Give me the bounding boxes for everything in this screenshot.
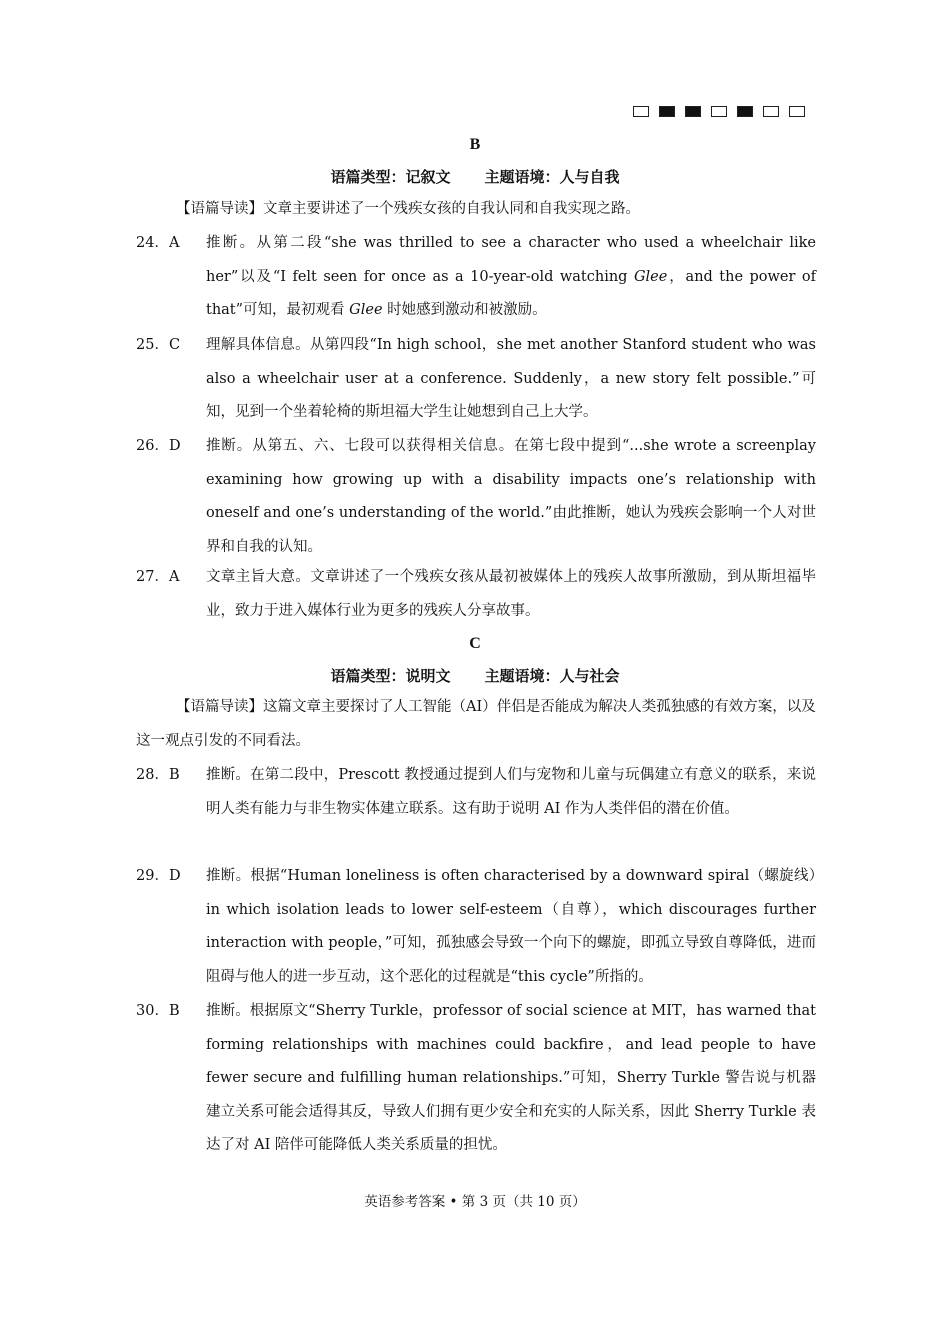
answer-item-28	[136, 759, 816, 826]
header-mark	[763, 106, 779, 117]
answer-item-29	[136, 860, 816, 994]
answer-explanation: 推断。根据“Human loneliness is often characterised by a downward spiral（螺旋线）in which isolation leads to lower self-esteem（自尊），which discourages further interaction with people，”可知，孤独感会导致一个向下的螺旋，即孤立导致自尊降低，进而阻碍与他人的进一步互动，这个恶化的过程就是“this cycle”所指的。	[206, 868, 816, 985]
answer-explanation: 推断。从第二段“she was thrilled to see a character who used a wheelchair like her”以及“I felt seen for once as a 10-year-old watching Glee，and the power of that”可知，最初观看 Glee 时她感到激动和被激励。	[206, 235, 816, 318]
header-mark	[737, 106, 753, 117]
section-c-context-label: 主题语境：人与社会	[484, 667, 620, 685]
header-marks	[633, 106, 805, 117]
section-c-letter: C	[469, 635, 481, 652]
answer-number: 26．D	[136, 438, 181, 454]
page-footer: 英语参考答案 • 第 3 页（共 10 页）	[364, 1194, 586, 1210]
answer-number: 29．D	[136, 868, 181, 884]
header-mark	[633, 106, 649, 117]
section-b-type	[0, 166, 950, 187]
section-b-intro: 【语篇导读】文章主要讲述了一个残疾女孩的自我认同和自我实现之路。	[176, 201, 640, 217]
section-b-letter: B	[469, 136, 481, 153]
header-mark	[659, 106, 675, 117]
answer-item-30	[136, 995, 816, 1163]
answer-number: 28．B	[136, 767, 180, 783]
answer-item-27	[136, 561, 816, 628]
header-mark	[789, 106, 805, 117]
answer-explanation: 文章主旨大意。文章讲述了一个残疾女孩从最初被媒体上的残疾人故事所激励，到从斯坦福毕业，致力于进入媒体行业为更多的残疾人分享故事。	[206, 569, 816, 619]
answer-number: 25．C	[136, 337, 181, 353]
answer-explanation: 推断。从第五、六、七段可以获得相关信息。在第七段中提到“...she wrote a screenplay examining how growing up with a disability impacts one’s relationship with oneself and one’s understanding of the world.”由此推断，她认为残疾会影响一个人对世界和自我的认知。	[206, 438, 816, 555]
answer-item-26	[136, 430, 816, 564]
answer-item-25	[136, 329, 816, 430]
answer-number: 24．A	[136, 235, 180, 251]
answer-explanation: 推断。根据原文“Sherry Turkle，professor of social science at MIT，has warned that forming relationships with machines could backfire，and lead people to have fewer secure and fulfilling human relationships.”可知，Sherry Turkle 警告说与机器建立关系可能会适得其反，导致人们拥有更少安全和充实的人际关系，因此 Sherry Turkle 表达了对 AI 陪伴可能降低人类关系质量的担忧。	[206, 1003, 816, 1153]
section-c-type	[0, 665, 950, 686]
section-b-type-label: 语篇类型：记叙文	[330, 168, 451, 186]
answer-explanation: 理解具体信息。从第四段“In high school，she met another Stanford student who was also a wheelchair user at a conference. Suddenly，a new story felt possible.”可知，见到一个坐着轮椅的斯坦福大学生让她想到自己上大学。	[206, 337, 816, 420]
answer-explanation: 推断。在第二段中，Prescott 教授通过提到人们与宠物和儿童与玩偶建立有意义的联系，来说明人类有能力与非生物实体建立联系。这有助于说明 AI 作为人类伴侣的潜在价值。	[206, 767, 816, 817]
section-c-intro: 【语篇导读】这篇文章主要探讨了人工智能（AI）伴侣是否能成为解决人类孤独感的有效方案，以及这一观点引发的不同看法。	[136, 699, 816, 749]
section-c-type-label: 语篇类型：说明文	[330, 667, 451, 685]
header-mark	[711, 106, 727, 117]
header-mark	[685, 106, 701, 117]
answer-number: 30．B	[136, 1003, 180, 1019]
answer-item-24	[136, 227, 816, 328]
section-b-context-label: 主题语境：人与自我	[484, 168, 620, 186]
answer-number: 27．A	[136, 569, 180, 585]
